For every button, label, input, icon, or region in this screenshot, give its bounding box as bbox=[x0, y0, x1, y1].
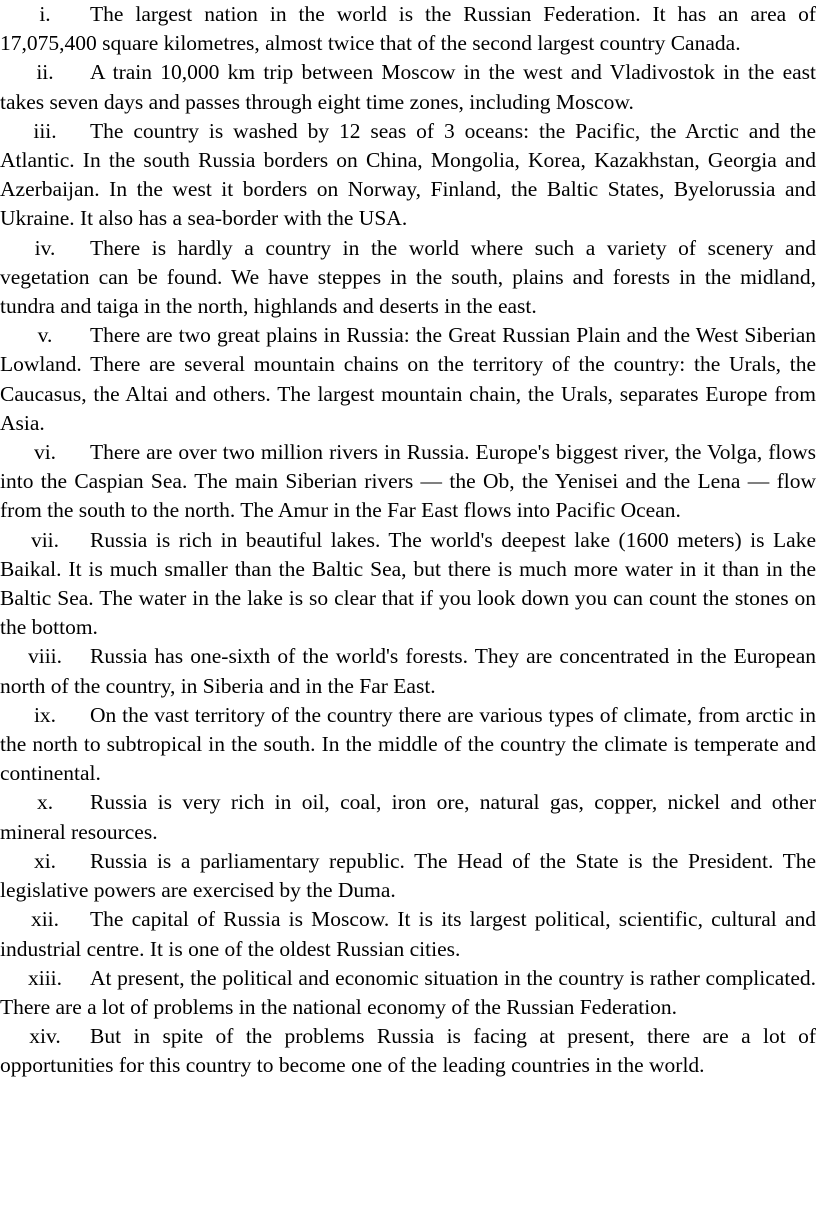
paragraph-text: Russia is a parliamentary republic. The Head of the State is the President. The legislative powers are exercised by the Duma. bbox=[0, 848, 816, 903]
paragraph-number: ii. bbox=[36, 60, 54, 85]
paragraph-9 bbox=[0, 701, 816, 789]
paragraph-5 bbox=[0, 321, 816, 438]
paragraph-number: viii. bbox=[27, 644, 63, 669]
paragraph-text: But in spite of the problems Russia is facing at present, there are a lot of opportunities for this country to become one of the leading countries in the world. bbox=[0, 1024, 816, 1078]
paragraph-number: xi. bbox=[33, 848, 57, 873]
paragraph-number: v. bbox=[37, 323, 53, 348]
paragraph-7 bbox=[0, 526, 816, 643]
paragraph-10 bbox=[0, 788, 816, 846]
paragraph-11 bbox=[0, 847, 816, 905]
paragraph-12 bbox=[0, 905, 816, 963]
paragraph-number: vii. bbox=[30, 527, 60, 552]
paragraph-text: At present, the political and economic situation in the country is rather complicated. There are a lot of problems in the national economy of the Russian Federation. bbox=[0, 965, 816, 1019]
paragraph-number: vi. bbox=[33, 440, 57, 465]
paragraph-text: A train 10,000 km trip between Moscow in the west and Vladivostok in the east takes seven days and passes through eight time zones, including Moscow. bbox=[0, 60, 816, 114]
paragraph-number: xiv. bbox=[29, 1024, 61, 1049]
paragraph-text: The country is washed by 12 seas of 3 oceans: the Pacific, the Arctic and the Atlantic. In the south Russia borders on China, Mongolia, Korea, Kazakhstan, Georgia and Azerbaijan. In the west it borders on Norway, Finland, the Baltic States, Byelorussia and Ukraine. It also has a sea-border with the USA. bbox=[0, 118, 816, 231]
paragraph-text: Russia has one-sixth of the world's forests. They are concentrated in the European north of the country, in Siberia and in the Far East. bbox=[0, 644, 816, 698]
paragraph-3 bbox=[0, 117, 816, 234]
paragraph-number: xiii. bbox=[27, 965, 63, 990]
paragraph-number: i. bbox=[39, 2, 51, 26]
paragraph-text: The capital of Russia is Moscow. It is its largest political, scientific, cultural and industrial centre. It is one of the oldest Russian cities. bbox=[0, 907, 816, 961]
paragraph-number: xii. bbox=[30, 907, 60, 932]
paragraph-6 bbox=[0, 438, 816, 526]
paragraph-14 bbox=[0, 1022, 816, 1080]
paragraph-text: The largest nation in the world is the Russian Federation. It has an area of 17,075,400 square kilometres, almost twice that of the second largest country Canada. bbox=[0, 2, 816, 56]
paragraph-2 bbox=[0, 58, 816, 116]
paragraph-number: x. bbox=[36, 790, 54, 815]
paragraph-text: There are two great plains in Russia: the Great Russian Plain and the West Siberian Lowland. There are several mountain chains on the territory of the country: the Urals, the Caucasus, the Altai and others. The largest mountain chain, the Urals, separates Europe from Asia. bbox=[0, 323, 816, 435]
paragraph-text: Russia is very rich in oil, coal, iron ore, natural gas, copper, nickel and other mineral resources. bbox=[0, 790, 816, 844]
paragraph-text: On the vast territory of the country there are various types of climate, from arctic in the north to subtropical in the south. In the middle of the country the climate is temperate and continental. bbox=[0, 702, 816, 786]
paragraph-1 bbox=[0, 0, 816, 58]
paragraph-text: There are over two million rivers in Russia. Europe's biggest river, the Volga, flows into the Caspian Sea. The main Siberian rivers — the Ob, the Yenisei and the Lena — flow from the south to the north. The Amur in the Far East flows into Pacific Ocean. bbox=[0, 440, 816, 523]
paragraph-number: ix. bbox=[33, 702, 57, 727]
paragraph-number: iii. bbox=[33, 118, 57, 143]
paragraph-13 bbox=[0, 964, 816, 1022]
paragraph-number: iv. bbox=[34, 235, 56, 260]
paragraph-text: Russia is rich in beautiful lakes. The world's deepest lake (1600 meters) is Lake Baikal. It is much smaller than the Baltic Sea, but there is much more water in it than in the Baltic Sea. The water in the lake is so clear that if you look down you can count the stones on the bottom. bbox=[0, 527, 816, 640]
paragraph-4 bbox=[0, 234, 816, 322]
paragraph-8 bbox=[0, 642, 816, 700]
paragraph-text: There is hardly a country in the world where such a variety of scenery and vegetation can be found. We have steppes in the south, plains and forests in the midland, tundra and taiga in the north, highlands and deserts in the east. bbox=[0, 235, 816, 319]
